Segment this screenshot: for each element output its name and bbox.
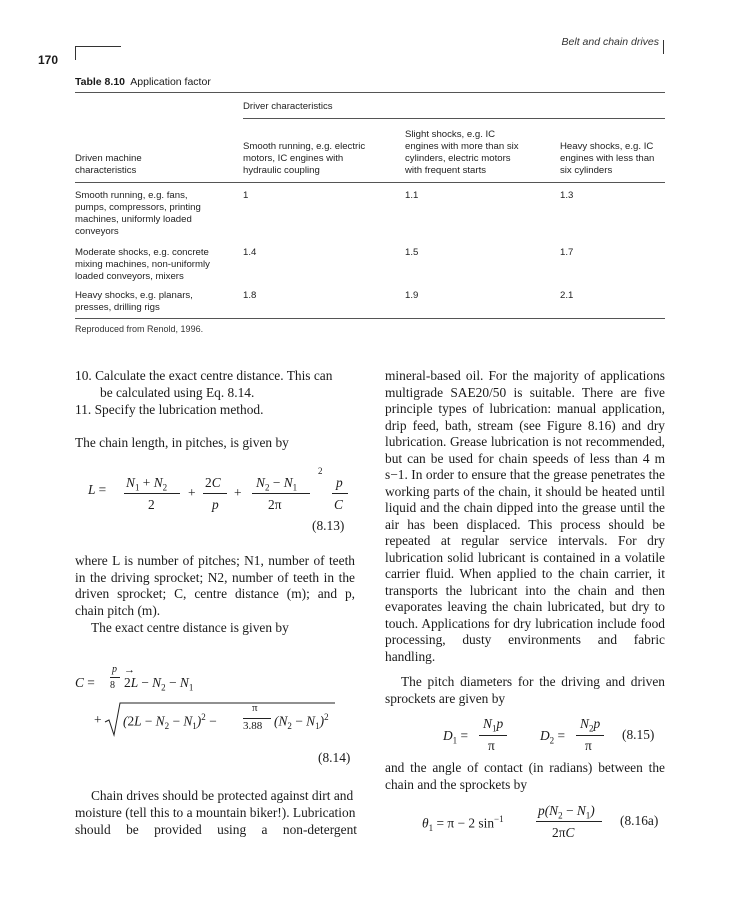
table-row-label [75,190,201,238]
table-cell: 1.7 [560,247,574,258]
exact-distance-intro: The exact centre distance is given by [91,620,289,635]
table-column-header [405,129,519,177]
table-cell: 1.9 [405,290,419,301]
equation-label: (8.14) [318,750,351,765]
pitch-diameter-intro: The pitch diameters for the driving and driven sprockets are given by [385,674,665,706]
column-header-line: engines with more than six [405,141,519,152]
list-item-10-cont: be calculated using Eq. 8.14. [100,385,255,400]
equation-label: (8.13) [312,518,345,533]
row-label-line: machines, uniformly loaded [75,214,192,225]
table-column-header [243,141,365,177]
row-label-line: pumps, compressors, printing [75,202,201,213]
table-cell: 2.1 [560,290,574,301]
table-cell: 1.3 [560,190,574,201]
lubrication-paragraph: mineral-based oil. For the majority of applications multigrade SAE20/50 is suitable. There are five principle types of lubrication: manual application, drip feed, bath, stream (see Figure 8.16) and dry lubrication. Grease lubrication is not recommended, but can be used for chain speeds of less than 4 m s−1. In order to ensure that the grease penetrates the working parts of the chain, it should be heated until liquid and the chain dipped into the grease until the air has been displaced. This process should be repeated at regular service intervals. For dry lubrication solid lubricant is contained in a volatile carrier fluid. When applied to the chain carrier, it transports the lubricant into the chain and then evaporates leaving the chain lubricated, but dry to touch. Applications for dry lubrication include food processing, dusty environments and fabric handling. [385,368,665,664]
row-header-line: Driven machine [75,153,142,164]
page: Belt and chain drives 170 Table 8.10 Application factor Driver characteristics Driven machine characteristics Smooth running, e.g. electric motors, IC engines with hydraulic coupling Slight shocks, e.g. IC engines with more than six cylinders, electric motors with frequent starts Heavy shocks, e.g. IC engines with less than six cylinders Smooth running, e.g. fans, pumps, compressors, printing machines, uniformly loaded conveyors 1 1.1 1.3 Moderate shocks, e.g. concrete mixing machines, non-uniformly loaded conveyors, mixers 1.4 1.5 1.7 Heavy shocks, e.g. planars, presses, drilling rigs 1.8 1.9 2.1 Reproduced from Renold, 1996. 10. Calculate the exact centre distance. This can be calculated using Eq. 8.14. 11. Specify the lubrication method. The chain length, in pitches, is given by L = $N_1 + N_2$ 2 + 2C p + $N_2 - N_1$ 2π 2 p C (8.13) where L is number of pitches; N1, number of teeth in the driving sprocket; N2, number of teeth in the driven sprocket; C, centre distance (m); and p, chain pitch (m). The exact centre distance is given by C = p 8 → $2L - N_2 - N_1$ + $(2L - N_2 - N_1)^2$ − π 3.88 $(N_2 - N_1)^2$ (8.14) Chain drives should be protected against dirt and moisture (tell this to a mountain biker!). Lubrication should be provided using a non-detergent mineral-based oil. For the majority of applications multigrade SAE20/50 is suitable. There are five principle types of lubrication: manual application, drip feed, bath, stream (see Figure 8.16) and dry lubrication. Grease lubrication is not recommended, but can be used for chain speeds of less than 4 m s−1. In order to ensure that the grease penetrates the working parts of the chain, it should be heated until liquid and the chain dipped into the grease until the air has been displaced. This process should be repeated at regular service intervals. For dry lubrication solid lubricant is contained in a volatile carrier fluid. When applied to the chain carrier, it transports the lubricant into the chain and then evaporates leaving the chain lubricated, but dry to touch. Applications for dry lubrication include food processing, dusty environments and fabric handling. The pitch diameters for the driving and driven sprockets are given by $D_1$ = $N_1p$ π $D_2$ = $N_2p$ π (8.15) and the angle of contact (in radians) between the chain and the sprockets by $\theta_1 = \pi - 2$ $\sin^{-1}$ $p(N_2 - N_1)$ 2πC (8.16a) [0,0,737,900]
table-row-header [75,153,142,177]
protection-line: moisture (tell this to a mountain biker!). Lubrication [75,805,356,820]
column-header-line: engines with less than [560,153,655,164]
chain-length-intro: The chain length, in pitches, is given by [75,435,289,450]
column-header-line: hydraulic coupling [243,165,320,176]
column-header-line: Heavy shocks, e.g. IC [560,141,654,152]
list-item-10 [75,368,357,385]
list-number: 10. [75,368,92,383]
table-group-rule [243,118,665,119]
list-text: Specify the lubrication method. [94,402,264,417]
table-bottom-rule [75,318,665,319]
table-caption [75,76,211,88]
column-header-line: Slight shocks, e.g. IC [405,129,496,140]
table-cell: 1.1 [405,190,419,201]
row-label-line: presses, drilling rigs [75,302,160,313]
table-caption-title: Application factor [130,76,211,88]
table-top-rule [75,92,665,93]
column-header-line: with frequent starts [405,165,487,176]
running-head: Belt and chain drives [561,36,659,48]
row-label-line: Smooth running, e.g. fans, [75,190,188,201]
row-label-line: mixing machines, non-uniformly [75,259,210,270]
column-header-line: motors, IC engines with [243,153,344,164]
table-cell: 1.5 [405,247,419,258]
corner-mark-horizontal [75,46,121,47]
where-definitions: where L is number of pitches; N1, number of teeth in the driving sprocket; N2, number of teeth in the driven sprocket; C, centre distance (m); and p, chain pitch (m). [75,553,355,618]
table-caption-label: Table 8.10 [75,76,125,88]
table-column-header [560,141,654,177]
list-number: 11. [75,402,92,417]
list-item-11 [75,402,357,419]
equation-label: (8.15) [622,727,655,742]
table-cell: 1.8 [243,290,257,301]
table-cell: 1.4 [243,247,257,258]
table-row-label [75,290,193,314]
row-label-line: Heavy shocks, e.g. planars, [75,290,193,301]
column-header-line: six cylinders [560,165,613,176]
row-label-line: conveyors [75,226,119,237]
page-number: 170 [38,53,59,67]
table-row-label [75,247,210,283]
column-header-line: cylinders, electric motors [405,153,511,164]
angle-contact-intro: and the angle of contact (in radians) between the chain and the sprockets by [385,760,665,792]
column-header-line: Smooth running, e.g. electric [243,141,366,152]
equation-label: (8.16a) [620,813,659,828]
header-rule [663,40,664,54]
table-cell: 1 [243,190,249,201]
list-text: Calculate the exact centre distance. This can [95,368,333,383]
row-label-line: loaded conveyors, mixers [75,271,184,282]
table-header-rule [75,182,665,183]
table-group-header: Driver characteristics [243,101,333,112]
row-header-line: characteristics [75,165,137,176]
protection-line: should be provided using a non-detergent [75,822,357,837]
row-label-line: Moderate shocks, e.g. concrete [75,247,209,258]
protection-line: Chain drives should be protected against dirt and [91,788,354,803]
corner-mark-vertical [75,46,76,60]
table-source: Reproduced from Renold, 1996. [75,324,204,334]
